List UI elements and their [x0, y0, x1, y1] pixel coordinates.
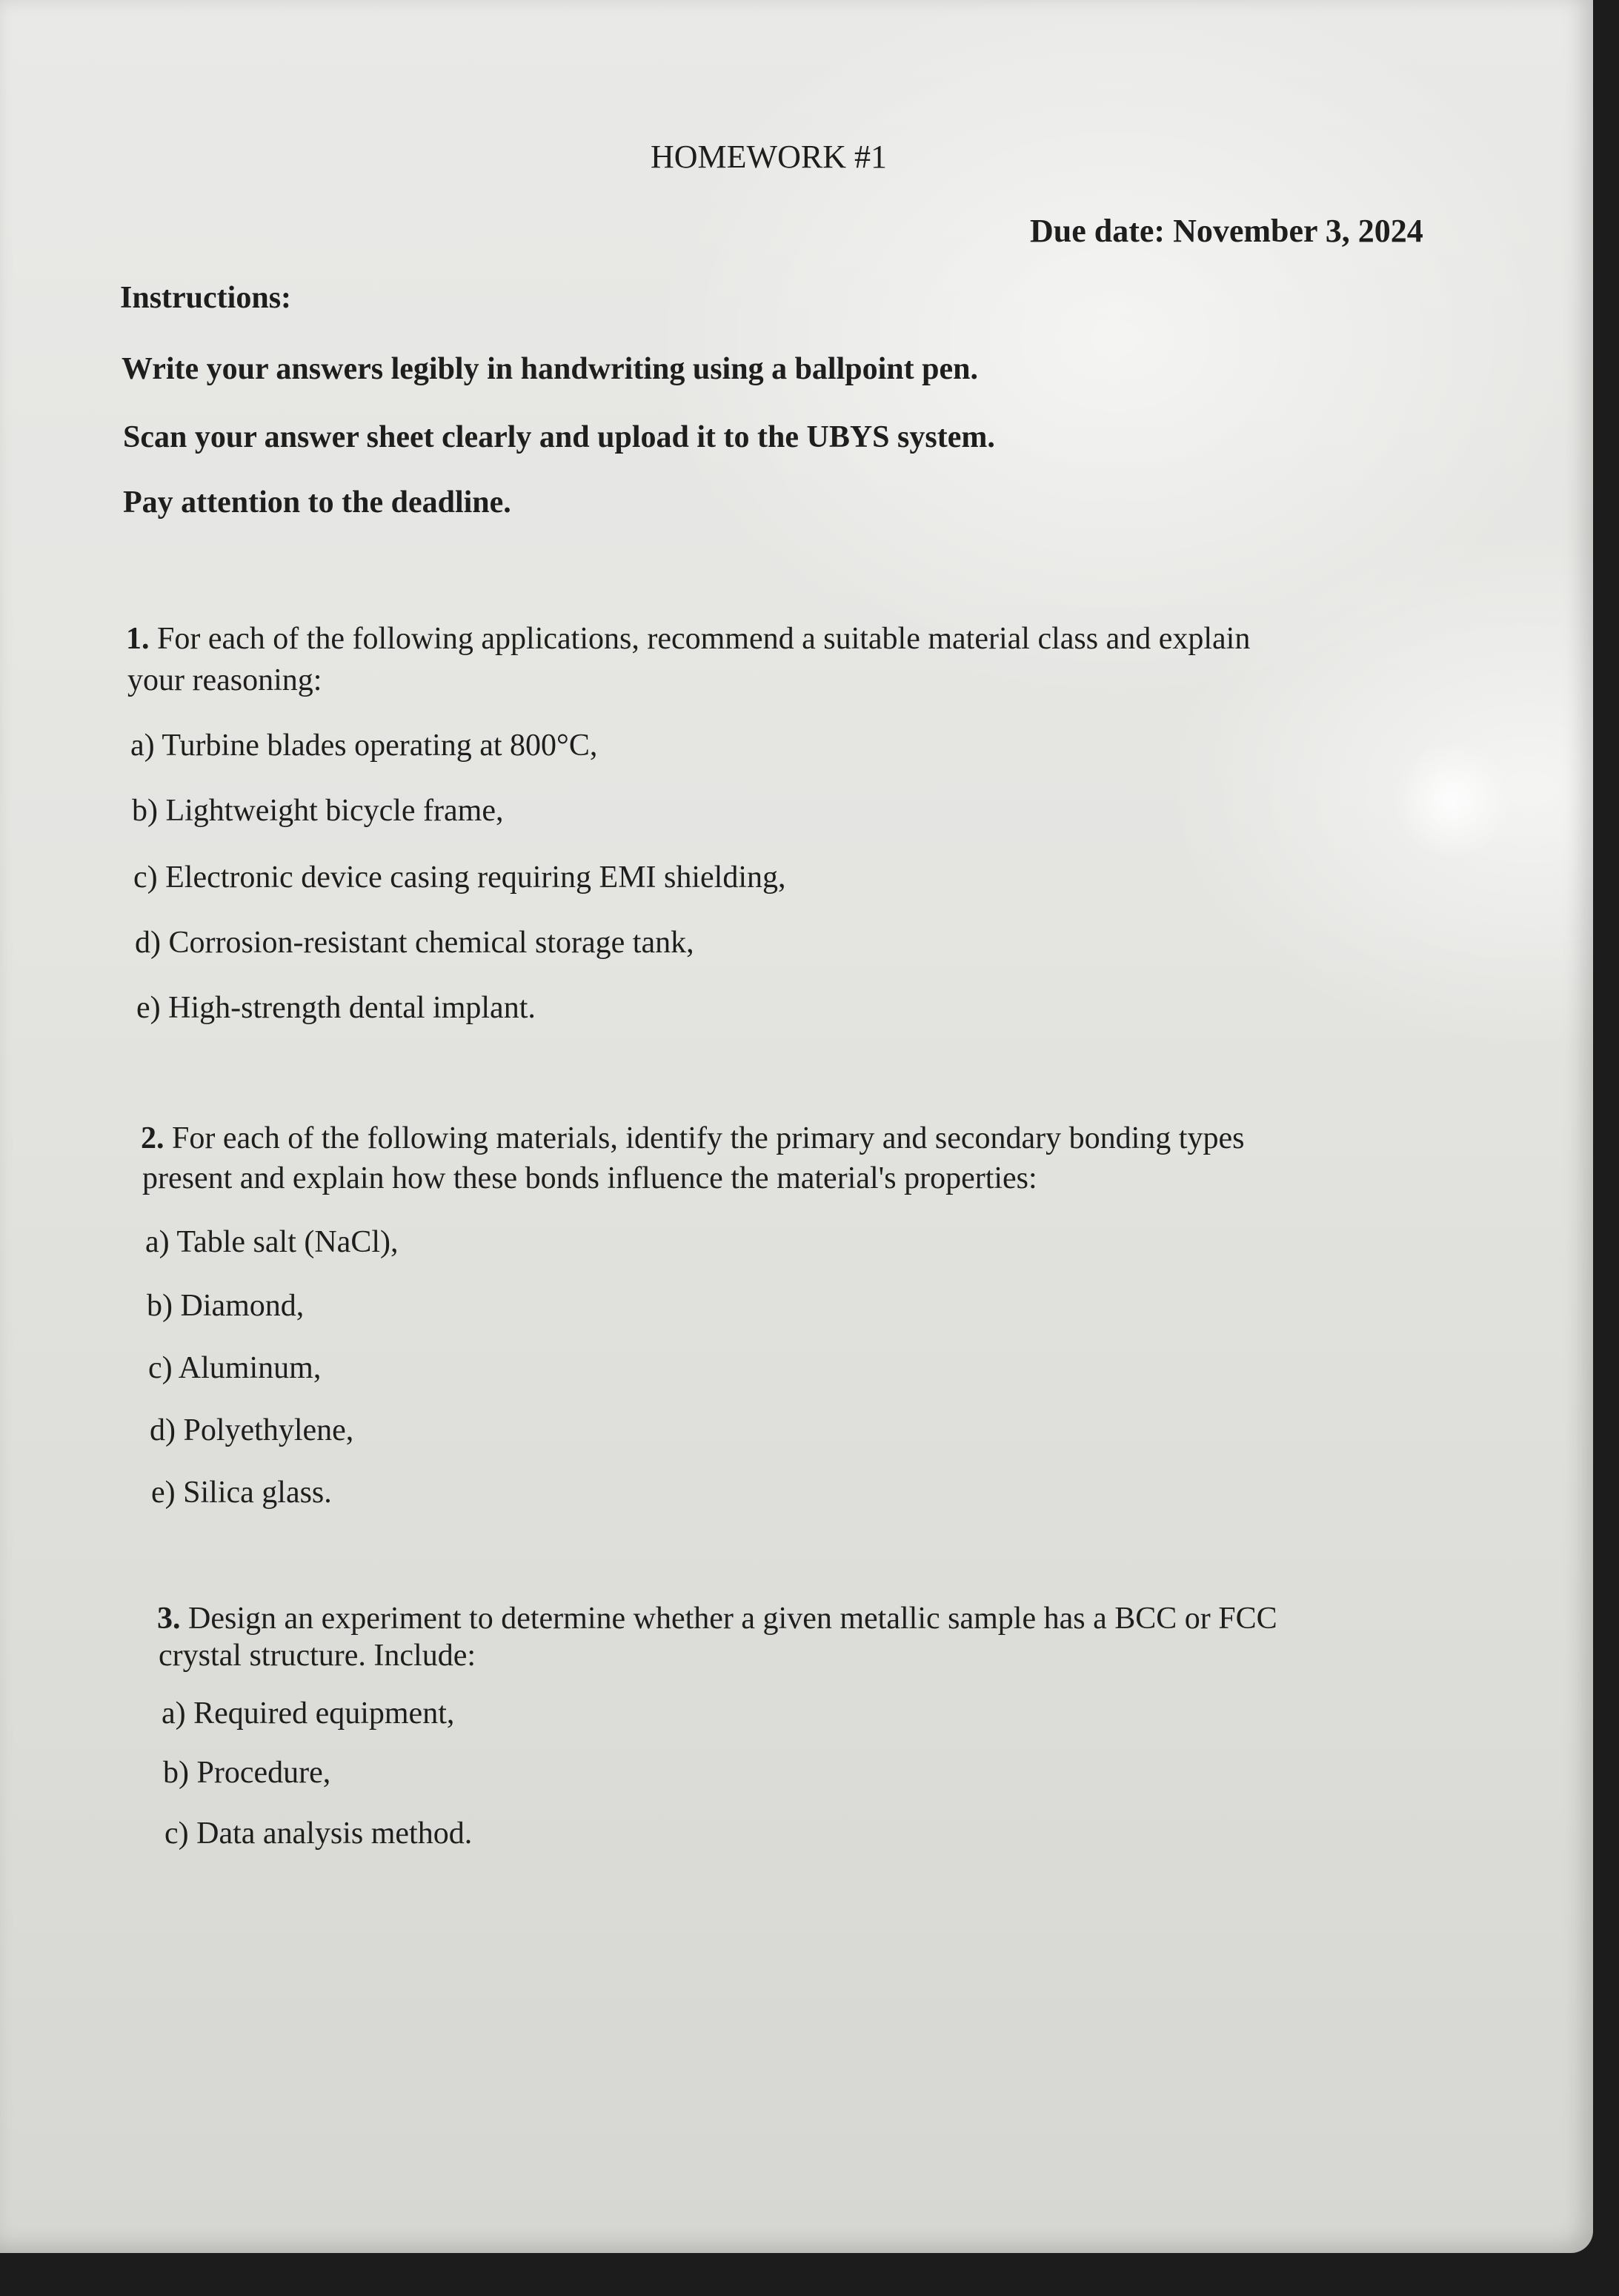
homework-title: HOMEWORK #1	[651, 139, 887, 175]
question-1-prompt-line-1	[126, 618, 1250, 660]
question-1-item-e: e) High-strength dental implant.	[136, 991, 536, 1025]
question-2-prompt-line-1	[141, 1118, 1244, 1159]
question-1-item-a: a) Turbine blades operating at 800°C,	[130, 729, 598, 763]
question-2-prompt-line-2: present and explain how these bonds influence the material's properties:	[142, 1161, 1037, 1195]
question-3-item-a: a) Required equipment,	[162, 1696, 455, 1731]
question-3-prompt-text: Design an experiment to determine whether a given metallic sample has a BCC or FCC	[188, 1602, 1277, 1636]
question-2-item-e: e) Silica glass.	[151, 1476, 332, 1510]
instructions-heading: Instructions:	[120, 281, 292, 315]
question-2-number: 2.	[141, 1121, 164, 1155]
question-1-number: 1.	[126, 622, 150, 656]
due-date: Due date: November 3, 2024	[1030, 213, 1423, 249]
question-1-prompt-line-2: your reasoning:	[127, 663, 322, 697]
question-3-item-b: b) Procedure,	[163, 1756, 331, 1790]
question-2-prompt-text: For each of the following materials, identify the primary and secondary bonding types	[172, 1121, 1245, 1155]
question-2-item-c: c) Aluminum,	[148, 1351, 322, 1385]
question-1-prompt-text: For each of the following applications, recommend a suitable material class and explain	[157, 622, 1251, 656]
question-3-prompt-line-1	[157, 1598, 1277, 1639]
question-3-prompt-line-2: crystal structure. Include:	[159, 1639, 476, 1673]
instruction-line-2: Scan your answer sheet clearly and upload it to the UBYS system.	[123, 420, 995, 454]
question-2-item-d: d) Polyethylene,	[150, 1413, 354, 1447]
light-glare	[1393, 741, 1512, 860]
question-1-item-b: b) Lightweight bicycle frame,	[132, 794, 504, 828]
question-2-item-b: b) Diamond,	[147, 1289, 305, 1323]
question-3-number: 3.	[157, 1602, 181, 1636]
instruction-line-3: Pay attention to the deadline.	[123, 485, 511, 520]
instruction-line-1: Write your answers legibly in handwriting using a ballpoint pen.	[122, 352, 979, 386]
question-1-item-c: c) Electronic device casing requiring EMI shielding,	[133, 860, 786, 895]
question-1-item-d: d) Corrosion-resistant chemical storage tank,	[135, 926, 694, 960]
question-3-item-c: c) Data analysis method.	[164, 1816, 473, 1851]
question-2-item-a: a) Table salt (NaCl),	[145, 1225, 399, 1259]
